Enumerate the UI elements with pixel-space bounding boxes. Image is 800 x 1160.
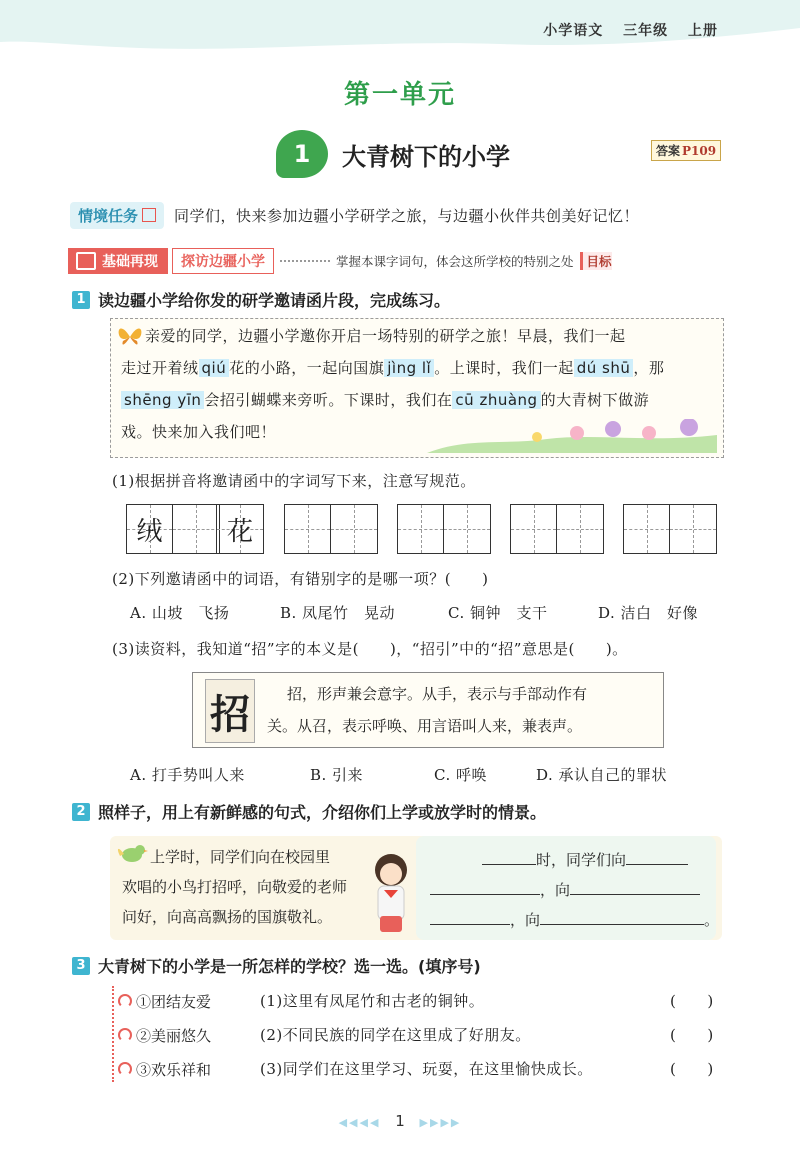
q1-title: 读边疆小学给你发的研学邀请函片段，完成练习。	[98, 291, 451, 310]
writing-grid-5	[623, 504, 717, 554]
writing-grid-1	[126, 504, 220, 554]
answer-page: P109	[682, 144, 717, 158]
answer-line-3[interactable]: ，向 。	[430, 908, 719, 930]
flowers-illustration	[427, 419, 717, 453]
grid-cell[interactable]	[444, 505, 490, 553]
answer-label: 答案	[656, 144, 681, 158]
grid-cell[interactable]: 绒	[127, 505, 173, 553]
q3-heading	[72, 954, 481, 977]
section-label: 基础再现	[68, 248, 168, 274]
right-arrows-icon: ▶▶▶▶	[419, 1116, 462, 1129]
header-subject: 小学语文	[543, 23, 604, 39]
writing-grid-2	[284, 504, 378, 554]
zhao-reference-box	[192, 672, 664, 748]
q3-statement-2: (2)不同民族的同学在这里成了好朋友。	[260, 1026, 531, 1044]
pinyin-shengyin: shēng yīn	[121, 391, 204, 409]
q1-sub3-option-b[interactable]: B. 引来	[310, 766, 364, 784]
girl-illustration	[368, 850, 414, 936]
header-volume: 上册	[688, 23, 718, 39]
pinyin-cuzhuang: cū zhuàng	[452, 391, 540, 409]
header-grade: 三年级	[623, 23, 669, 39]
q1-sub3-option-c[interactable]: C. 呼唤	[434, 766, 487, 784]
example-line-2: 欢唱的小鸟打招呼，向敬爱的老师	[122, 878, 348, 896]
grid-cell[interactable]	[624, 505, 670, 553]
book-icon	[76, 252, 96, 270]
letter-line-3: shēng yīn 会招引蝴蝶来旁听。下课时，我们在 cū zhuàng 的大青树下做游	[121, 385, 649, 415]
invitation-letter	[110, 318, 724, 458]
lesson-title: 大青树下的小学	[342, 142, 510, 171]
section-theme: 探访边疆小学	[172, 248, 274, 274]
q3-statement-1: (1)这里有凤尾竹和古老的铜钟。	[260, 992, 485, 1010]
example-line-1: 上学时，同学们向在校园里	[150, 848, 331, 866]
q3-bracket-2[interactable]: ( )	[670, 1026, 714, 1044]
grid-cell[interactable]	[173, 505, 219, 553]
section-goal: 掌握本课字词句，体会这所学校的特别之处	[336, 254, 574, 269]
zhao-text-1: 招，形声兼会意字。从手，表示与手部动作有	[287, 685, 588, 703]
letter-line-2: 走过开着绒 qiú 花的小路，一起向国旗 jìng lǐ 。上课时，我们一起 dú shū ，那	[121, 359, 665, 377]
zhao-text-2: 关。从召，表示呼唤、用言语叫人来，兼表声。	[267, 717, 583, 735]
q1-sub3-option-a[interactable]: A. 打手势叫人来	[130, 766, 245, 784]
q1-heading	[72, 288, 450, 311]
answer-area	[416, 836, 720, 940]
pinyin-qiu: qiú	[199, 359, 230, 377]
bird-icon	[114, 840, 148, 866]
zhao-seal-glyph: 招	[205, 679, 255, 743]
header	[529, 20, 718, 40]
grid-cell[interactable]	[285, 505, 331, 553]
lesson-number-badge: 1	[276, 130, 328, 178]
section-target: 目标	[580, 252, 612, 270]
checkbox-icon	[142, 208, 156, 222]
q1-number: 1	[72, 291, 90, 309]
writing-grid-4	[510, 504, 604, 554]
left-arrows-icon: ◀◀◀◀	[338, 1116, 381, 1129]
q3-bracket-1[interactable]: ( )	[670, 992, 714, 1010]
q1-sub3-option-d[interactable]: D. 承认自己的罪状	[536, 766, 668, 784]
q1-sub2-option-b[interactable]: B. 凤尾竹 晃动	[280, 604, 396, 622]
q3-title: 大青树下的小学是一所怎样的学校？选一选。(填序号)	[98, 957, 481, 976]
unit-title: 第一单元	[343, 80, 456, 110]
task-text: 同学们，快来参加边疆小学研学之旅，与边疆小伙伴共创美好记忆！	[174, 207, 640, 225]
letter-line-4: 戏。快来加入我们吧！	[121, 423, 277, 441]
q1-sub1: (1)根据拼音将邀请函中的字词写下来，注意写规范。	[112, 472, 476, 490]
answer-line-1[interactable]: 时，同学们向	[482, 848, 688, 870]
butterfly-icon	[115, 323, 145, 351]
q3-option-2: ②美丽悠久	[118, 1022, 234, 1048]
grid-cell[interactable]	[557, 505, 603, 553]
scenario-task	[70, 202, 639, 229]
pinyin-jingli: jìng lǐ	[384, 359, 434, 377]
section-bar	[68, 248, 728, 274]
q1-sub2-option-c[interactable]: C. 铜钟 支干	[448, 604, 548, 622]
lesson-heading	[276, 126, 510, 182]
q3-statement-3: (3)同学们在这里学习、玩耍，在这里愉快成长。	[260, 1060, 593, 1078]
q3-option-1: ①团结友爱	[118, 988, 234, 1014]
grid-cell[interactable]: 花	[217, 505, 263, 553]
grid-cell[interactable]	[511, 505, 557, 553]
answer-line-2[interactable]: ，向	[430, 878, 700, 900]
hook-icon	[118, 1062, 132, 1076]
q3-bracket-3[interactable]: ( )	[670, 1060, 714, 1078]
q1-sub3: (3)读资料，我知道“招”字的本义是( )，“招引”中的“招”意思是( )。	[112, 640, 628, 658]
grid-cell[interactable]	[331, 505, 377, 553]
q2-heading	[72, 800, 546, 823]
q1-sub2-option-a[interactable]: A. 山坡 飞扬	[130, 604, 230, 622]
q2-example-box	[110, 836, 722, 940]
dotted-divider	[280, 260, 330, 262]
q1-sub2-option-d[interactable]: D. 洁白 好像	[598, 604, 699, 622]
grid-cell[interactable]	[670, 505, 716, 553]
letter-line-1: 亲爱的同学，边疆小学邀你开启一场特别的研学之旅！早晨，我们一起	[145, 327, 626, 345]
grid-cell[interactable]	[398, 505, 444, 553]
q3-option-3: ③欢乐祥和	[118, 1056, 234, 1082]
task-label: 情境任务	[70, 202, 164, 229]
q3-number: 3	[72, 957, 90, 975]
pinyin-dushu: dú shū	[574, 359, 634, 377]
writing-grid-1b	[216, 504, 264, 554]
hook-icon	[118, 1028, 132, 1042]
q1-sub2: (2)下列邀请函中的词语，有错别字的是哪一项？( )	[112, 570, 489, 588]
q2-number: 2	[72, 803, 90, 821]
answer-tag	[651, 140, 721, 161]
page-footer	[0, 1112, 800, 1130]
hook-icon	[118, 994, 132, 1008]
page-number: 1	[395, 1112, 405, 1130]
writing-grid-3	[397, 504, 491, 554]
q2-title: 照样子，用上有新鲜感的句式，介绍你们上学或放学时的情景。	[98, 803, 547, 822]
example-line-3: 问好，向高高飘扬的国旗敬礼。	[122, 908, 333, 926]
